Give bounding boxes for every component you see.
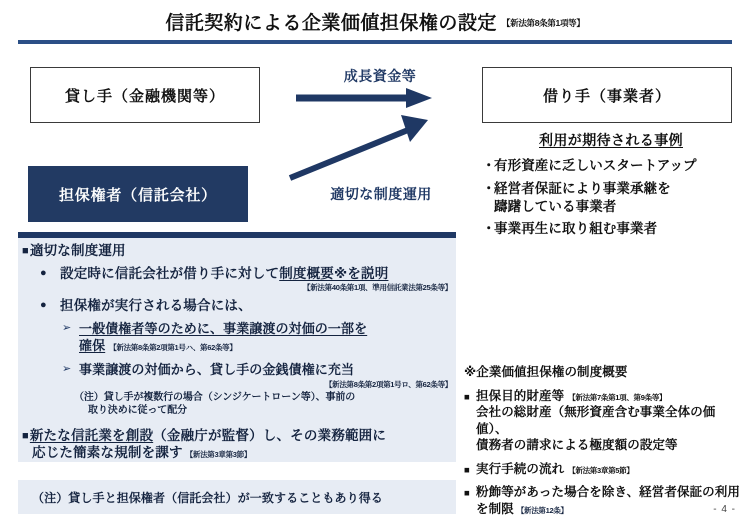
triangle-bullet-icon: ➢ (62, 321, 72, 334)
arrow-top-label: 成長資金等 (343, 68, 417, 84)
secured-party-box-label: 担保権者（信託会社） (58, 186, 217, 204)
outline-item-heading (464, 461, 746, 477)
section-new-trust-business-underlined: 新たな信託業を創設 (29, 427, 154, 443)
outline-item-second-line-text: を制限 (476, 501, 514, 516)
square-bullet-icon: ■ (22, 429, 29, 442)
secured-party-box (28, 166, 248, 222)
page-title-reference: 【新法第8条第1項等】 (501, 18, 585, 28)
round-bullet-icon: ● (40, 266, 47, 279)
use-case-text-line1: 経営者保証により事業承継を (494, 180, 671, 196)
syndicate-note-line1: （注）貸し手が複数行の場合（シンジケートローン等）、事前の (74, 391, 356, 403)
syndicate-note (18, 391, 456, 417)
triangle-bullet-icon: ➢ (62, 362, 72, 375)
outline-item-heading (464, 484, 746, 500)
use-case-item (482, 157, 740, 175)
bullet-explain-outline (18, 265, 456, 283)
system-outline-title: ※企業価値担保権の制度概要 (464, 365, 628, 379)
outline-item-heading (464, 388, 746, 404)
bullet-enforcement-text: 担保権が実行される場合には、 (60, 298, 252, 314)
page-title (0, 8, 750, 35)
section-proper-operation-heading (18, 242, 456, 260)
use-case-text: 有形資産に乏しいスタートアップ (494, 158, 697, 173)
title-divider (18, 40, 732, 44)
system-outline-section (464, 362, 746, 524)
outline-item-subline: 債務者の請求による極度額の設定等 (476, 438, 678, 453)
bottom-note-text: （注）貸し手と担保権者（信託会社）が一致することもあり得る (32, 490, 383, 505)
subbullet-line2: 確保 (79, 337, 106, 353)
lender-box (30, 67, 260, 123)
subbullet-secure-proceeds (18, 321, 456, 355)
bullet-dot-icon: ・ (482, 180, 496, 196)
left-panel-content (18, 238, 456, 462)
bullet-text-plain: 設定時に信託会社が借り手に対して (60, 265, 280, 281)
lender-box-label: 貸し手（金融機関等） (64, 87, 225, 105)
expected-use-cases (482, 130, 740, 243)
subbullet-apply-proceeds-text: 事業譲渡の対価から、貸し手の金銭債権に充当 (79, 361, 355, 377)
bullet-text-underlined: 制度概要※を説明 (279, 265, 389, 281)
syndicate-note-line2: 取り決めに従って配分 (88, 404, 187, 416)
use-case-item (482, 220, 740, 238)
outline-item-heading-text: 粉飾等があった場合を除き、経営者保証の利用 (476, 485, 740, 500)
outline-item-heading-text: 担保目的財産等 (476, 389, 565, 403)
proper-operation-arrow-icon (290, 115, 428, 178)
section-new-trust-business-reference: 【新法第3章第3節】 (185, 450, 252, 460)
borrower-box (482, 67, 732, 123)
arrow-bottom-label: 適切な制度運用 (330, 186, 432, 202)
diagram-arrows (280, 60, 480, 210)
use-case-item (482, 180, 740, 216)
bullet-dot-icon: ・ (482, 221, 496, 237)
slide-header (0, 0, 750, 48)
expected-use-cases-title: 利用が期待される事例 (539, 132, 683, 148)
section-proper-operation-heading-text: 適切な制度運用 (29, 243, 126, 258)
bullet-dot-icon: ・ (482, 158, 496, 173)
section-new-trust-business-plain: （金融庁が監督）し、その業務範囲に (153, 427, 387, 443)
use-case-text (494, 180, 671, 216)
bullet-enforcement (18, 297, 456, 315)
outline-item-collateral-property (464, 388, 746, 454)
growth-funds-arrow-icon (296, 88, 432, 108)
outline-item-reference: 【新法第3章第5節】 (568, 465, 634, 475)
subbullet-secure-proceeds-reference: 【新法第8条第2項第1号ハ、第62条等】 (109, 342, 237, 352)
square-bullet-icon: ■ (464, 464, 470, 476)
use-case-text-line2: 躊躇している事業者 (494, 198, 617, 214)
outline-item-second-line-reference: 【新法第12条】 (516, 505, 568, 515)
section-new-trust-business (18, 427, 456, 463)
outline-item-guarantee-restriction (464, 484, 746, 517)
subbullet-secure-proceeds-text (79, 321, 367, 355)
outline-item-subline: 会社の総財産（無形資産含む事業全体の価値）、 (476, 405, 716, 436)
page-title-text: 信託契約による企業価値担保権の設定 (165, 13, 497, 34)
round-bullet-icon: ● (40, 299, 47, 312)
use-case-text: 事業再生に取り組む事業者 (494, 221, 658, 237)
bullet-explain-outline-text (60, 265, 388, 283)
subbullet-apply-proceeds (18, 362, 456, 379)
square-bullet-icon: ■ (464, 488, 470, 500)
page-number: - 4 - (713, 504, 736, 515)
section-new-trust-business-line2: 応じた簡素な規制を課す (32, 445, 183, 461)
bullet-explain-outline-reference: 【新法第40条第1項、準用信託業法第25条等】 (303, 283, 452, 293)
outline-item-reference: 【新法第7条第1項、第9条等】 (568, 393, 667, 402)
outline-item-enforcement-flow (464, 461, 746, 477)
borrower-box-label: 借り手（事業者） (542, 87, 671, 105)
outline-item-heading-text: 実行手続の流れ (476, 461, 565, 476)
subbullet-apply-proceeds-reference: 【新法第8条第2項第1号ロ、第62条等】 (324, 379, 452, 389)
bottom-note-strip (18, 480, 456, 514)
subbullet-line1: 一般債権者等のために、事業譲渡の対価の一部を (79, 320, 368, 336)
square-bullet-icon: ■ (464, 392, 470, 403)
outline-item-second-line (464, 501, 746, 518)
square-bullet-icon: ■ (22, 245, 29, 257)
